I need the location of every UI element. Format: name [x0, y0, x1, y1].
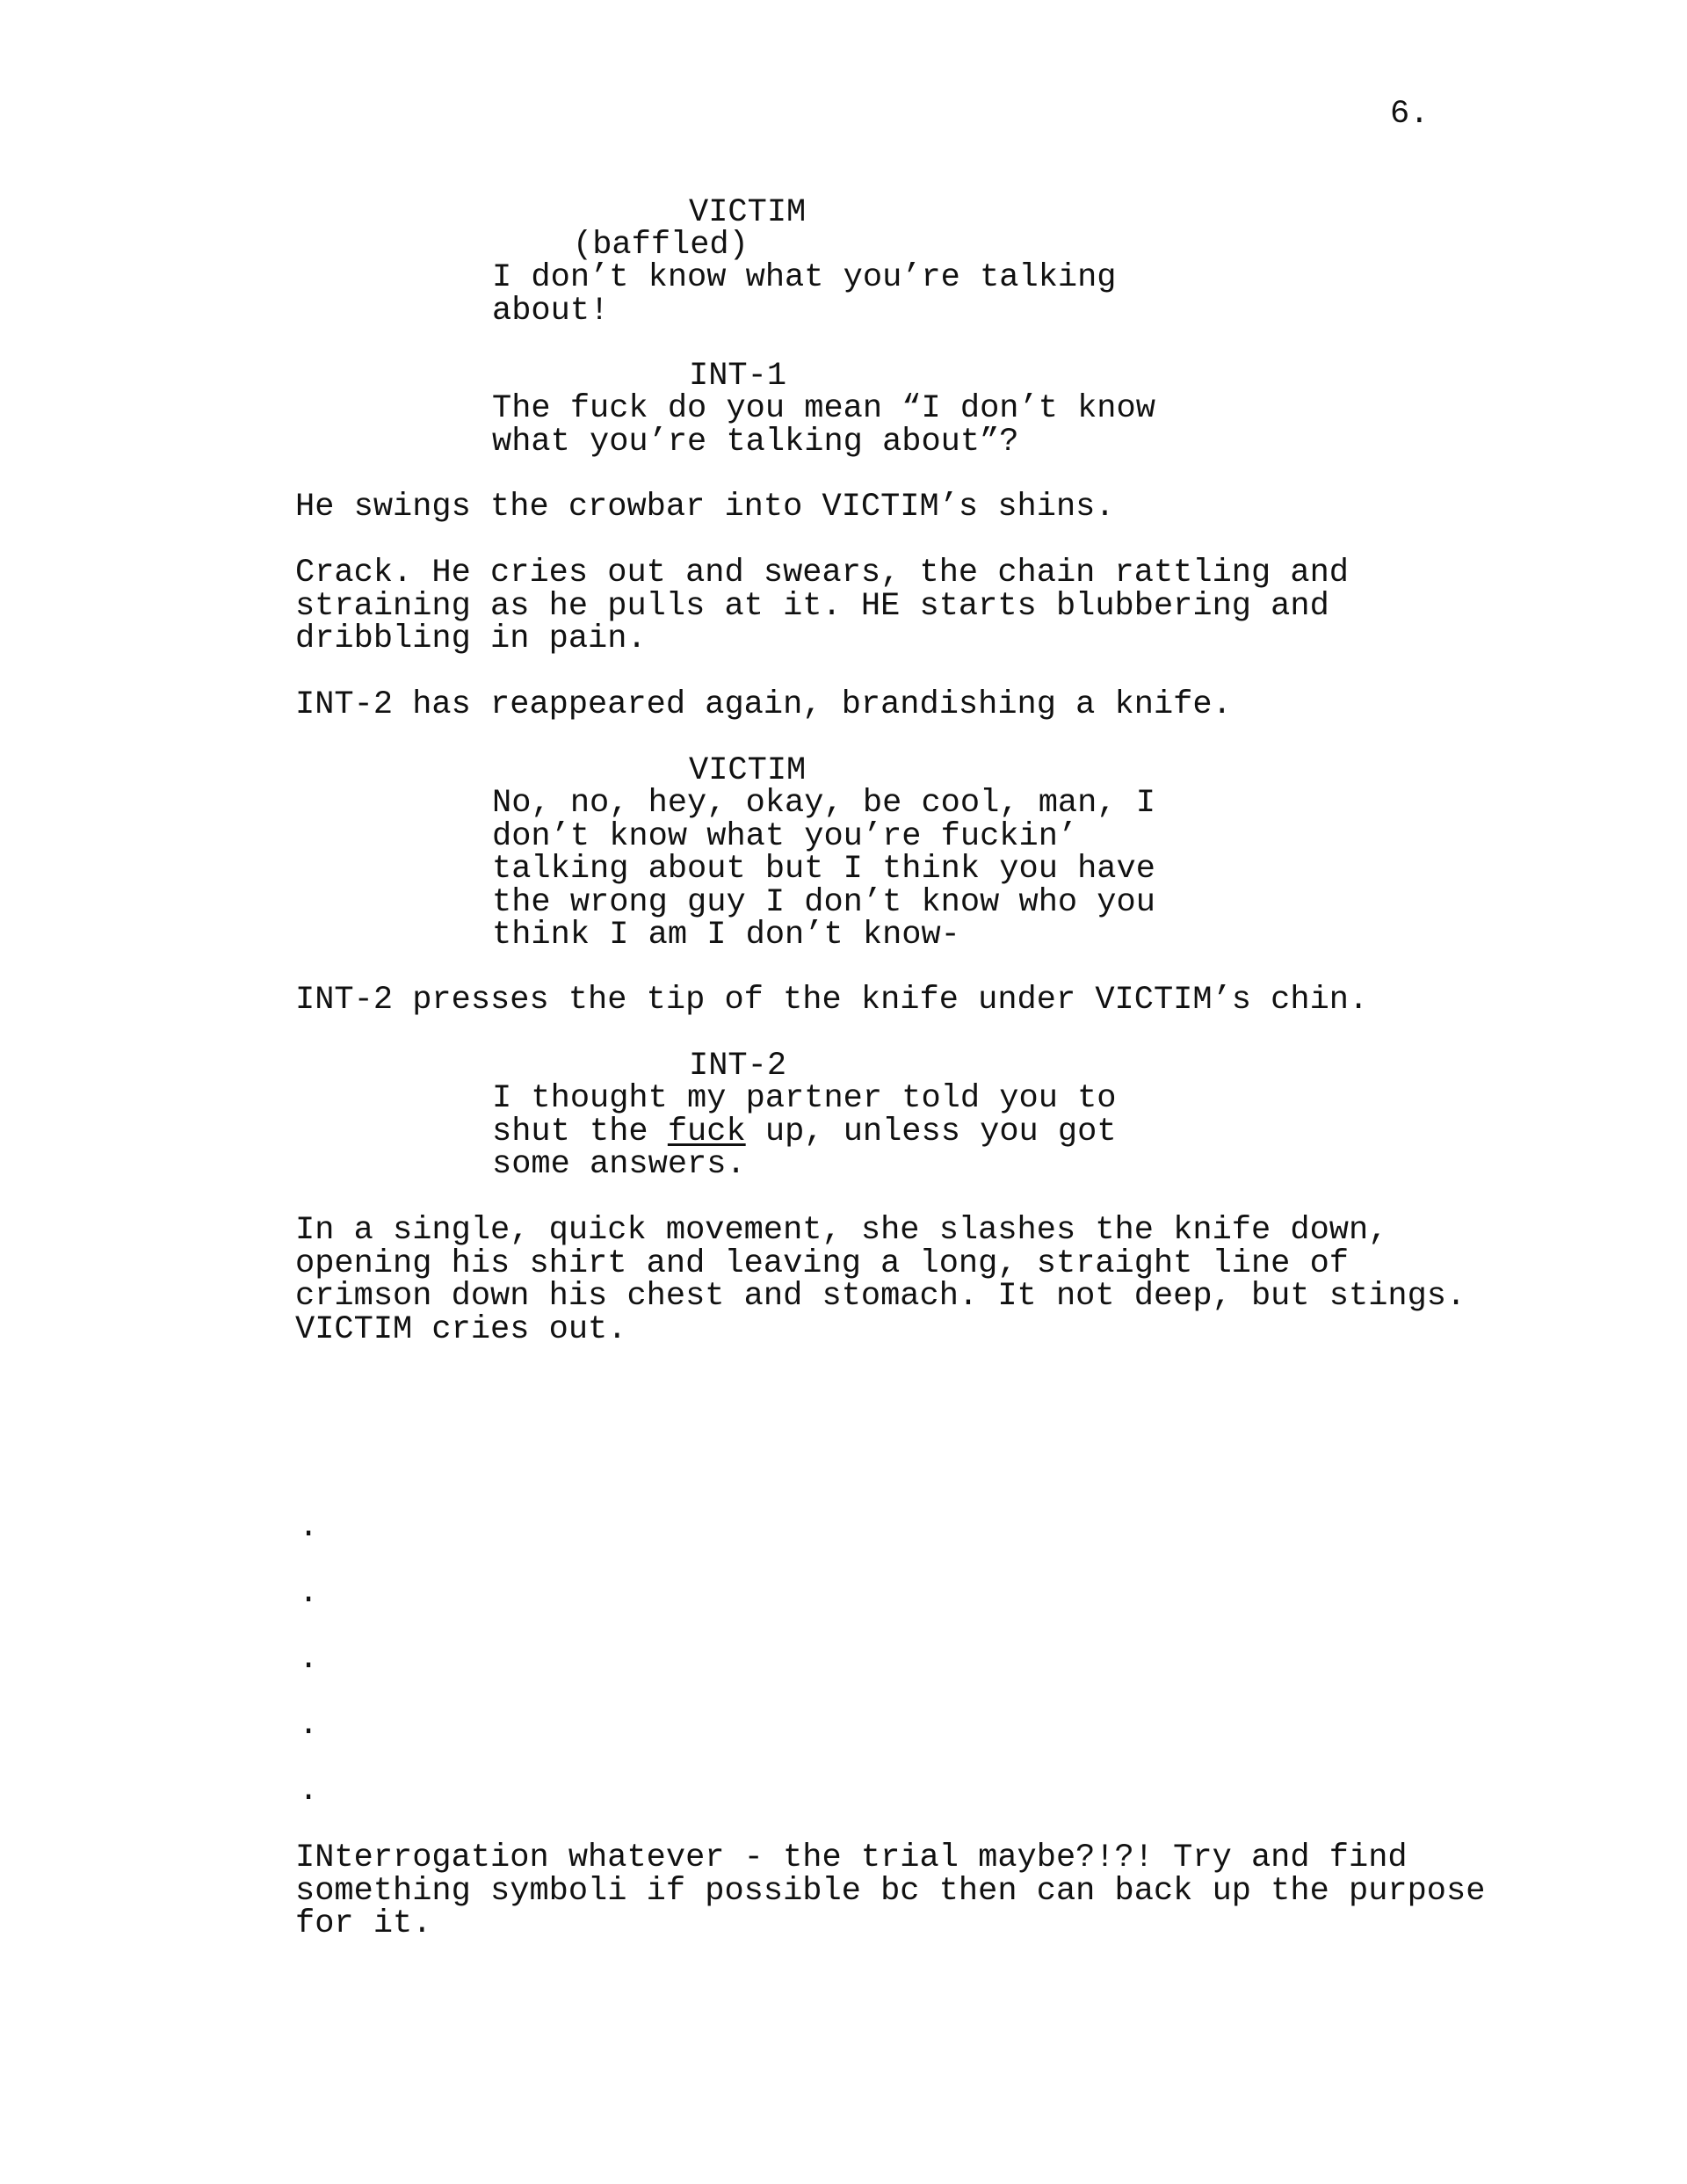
character-cue: INT-1: [689, 358, 787, 395]
dialogue-line: some answers.: [492, 1146, 746, 1183]
action-line: Crack. He cries out and swears, the chain rattling and straining as he pulls at it. HE starts blubbering and dribbling in pain.: [295, 555, 1349, 657]
dialogue: I don’t know what you’re talking about!: [492, 259, 1117, 330]
action-line: He swings the crowbar into VICTIM’s shins.: [295, 489, 1115, 526]
dialogue: [492, 1080, 1177, 1183]
action-line: INT-2 has reappeared again, brandishing a knife.: [295, 686, 1232, 723]
dialogue-line: I thought my partner told you to: [492, 1080, 1117, 1117]
page-number: 6.: [1390, 96, 1430, 133]
character-cue: VICTIM: [689, 194, 807, 231]
dialogue-line: up, unless you got: [745, 1113, 1117, 1150]
dialogue-line: shut the: [492, 1113, 668, 1150]
dot: .: [299, 1641, 319, 1678]
dialogue: The fuck do you mean “I don’t know what you’re talking about”?: [492, 390, 1155, 461]
character-cue: INT-2: [689, 1048, 787, 1085]
writer-note: INterrogation whatever - the trial maybe?!?! Try and find something symboli if possible bc then can back up the purpose for it.: [295, 1839, 1486, 1942]
dot: .: [299, 1707, 319, 1744]
parenthetical: (baffled): [573, 227, 749, 264]
dot: .: [299, 1773, 319, 1810]
underlined-word: fuck: [667, 1113, 746, 1150]
character-cue: VICTIM: [689, 752, 807, 789]
dot: .: [299, 1575, 319, 1612]
action-line: INT-2 presses the tip of the knife under VICTIM’s chin.: [295, 982, 1369, 1019]
dot: .: [299, 1509, 319, 1546]
dialogue: No, no, hey, okay, be cool, man, I don’t know what you’re fuckin’ talking about but I think you have the wrong guy I don’t know who you think I am I don’t know-: [492, 785, 1155, 954]
action-line: In a single, quick movement, she slashes the knife down, opening his shirt and leaving a long, straight line of crimson down his chest and stomach. It not deep, but stings. VICTIM cries out.: [295, 1212, 1466, 1348]
